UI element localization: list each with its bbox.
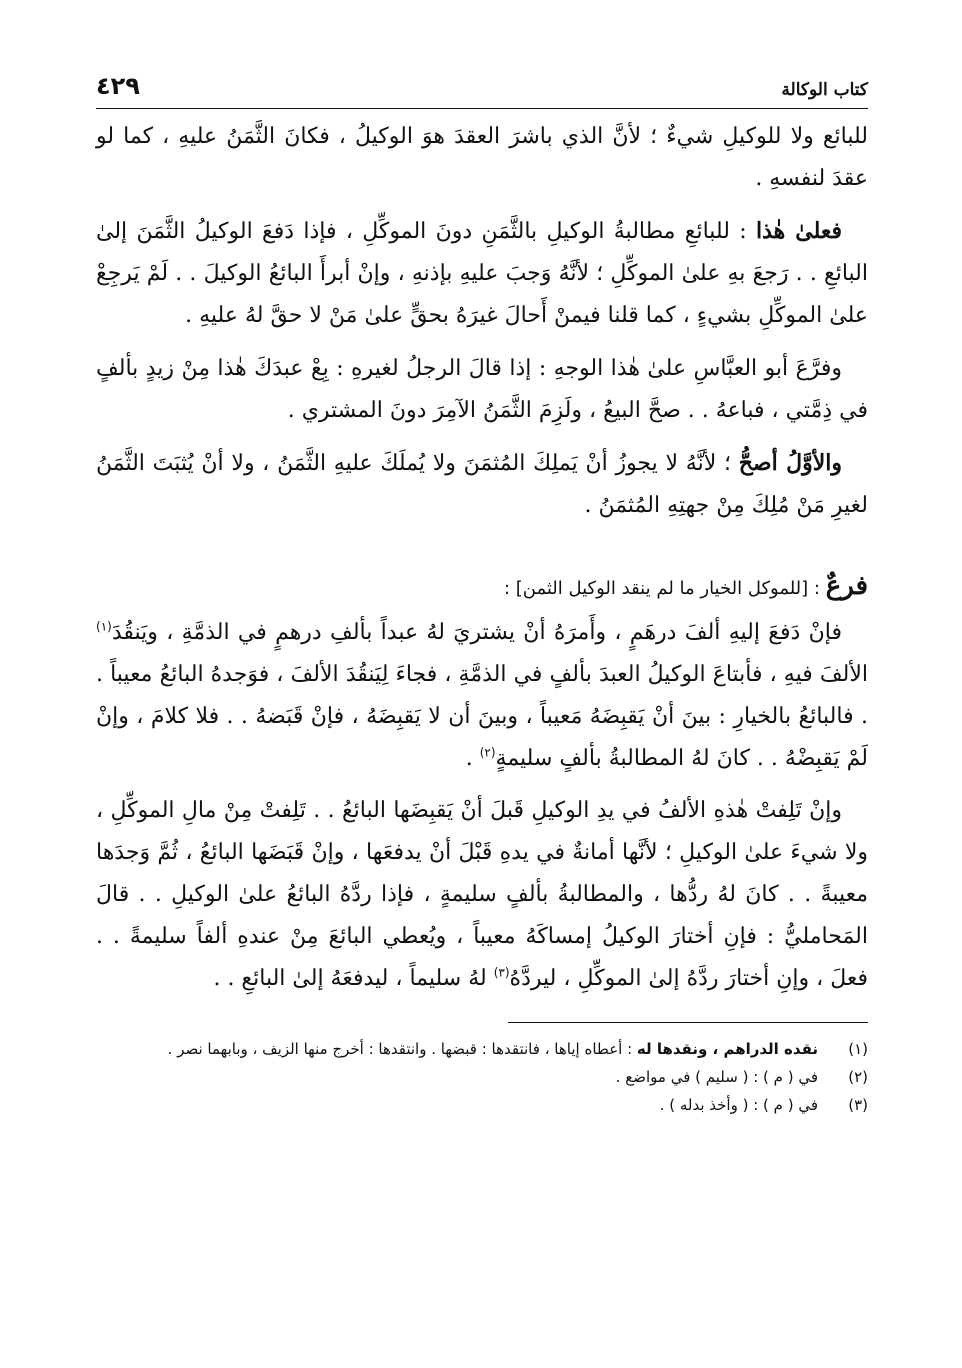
- paragraph-lead: والأوَّلُ أصحُّ: [738, 450, 842, 476]
- footnote-body: في ( م ) : ( وأخذ بدله ) .: [659, 1096, 818, 1114]
- footnote-item: [96, 1035, 868, 1063]
- paragraph: [96, 790, 868, 1000]
- footnote-body: في ( م ) : ( سليم ) في مواضع .: [615, 1068, 818, 1086]
- footnote-body: : أعطاه إياها ، فانتقدها : قبضها . وانتقدها : أخرج منها الزيف ، وبابهما نصر .: [167, 1040, 637, 1058]
- section-heading-text: : [للموكل الخيار ما لم ينقد الوكيل الثمن] :: [503, 578, 826, 599]
- paragraph-lead: فعلىٰ هٰذا: [756, 218, 843, 244]
- section-gap: [96, 537, 868, 565]
- paragraph-text: ؛ لأنَّهُ لا يجوزُ أنْ يَملِكَ المُثمَنَ ولا يُملَكَ عليهِ الثَّمَنُ ، ولا أنْ يُثبَتَ الثَّمَنُ لغيرِ مَنْ مُلِكَ مِنْ جهتِهِ المُثمَنُ .: [96, 451, 868, 518]
- paragraph-text: لهُ سليماً ، ليدفعَهُ إلىٰ البائعِ . .: [213, 966, 494, 991]
- book-title: كتاب الوكالة: [781, 80, 868, 100]
- paragraph-text: وإنْ تَلِفتْ هٰذهِ الألفُ في يدِ الوكيلِ قَبلَ أنْ يَقبِضَها البائعُ . . تَلِفتْ مِنْ مالِ الموكِّلِ ، ولا شيءَ علىٰ الوكيلِ ؛ لأنَّها أمانةٌ في يدهِ قَبْلَ أنْ يدفعَها ، وإنْ قَبَضَها البائعُ ، ثُمَّ وَجدَها معيبةً . . كانَ لهُ ردُّها ، والمطالبةُ بألفٍ سليمةٍ ، فإذا ردَّهُ البائعُ علىٰ الوكيلِ . . قالَ المَحامليُّ : فإنِ أختارَ الوكيلُ إمساكَهُ معيباً ، ويُعطي البائعَ مِنْ عندهِ ألفاً سليمةً . . فعلَ ، وإنِ أختارَ ردَّهُ إلىٰ الموكِّلِ ، ليردَّهُ: [96, 798, 868, 991]
- paragraph: [96, 612, 868, 780]
- running-head: [96, 70, 868, 109]
- footnote-text: [96, 1063, 818, 1091]
- paragraph: [96, 442, 868, 527]
- footnote-divider: [508, 1022, 868, 1023]
- paragraph-text: وفرَّعَ أبو العبَّاسِ علىٰ هٰذا الوجهِ : إذا قالَ الرجلُ لغيرهِ : بِعْ عبدَكَ هٰذا مِنْ زيدٍ بألفٍ في ذِمَّتي ، فباعهُ . . صحَّ البيعُ ، ولَزِمَ الثَّمَنُ الآمِرَ دونَ المشتري .: [96, 356, 868, 423]
- footnotes: [96, 1035, 868, 1119]
- main-text: [96, 115, 868, 1000]
- footnote-text: [96, 1091, 818, 1119]
- footnote-keyword: نقده الدراهم ، ونقدها له: [636, 1040, 818, 1058]
- document-page: [96, 70, 868, 1119]
- footnote-number: (٢): [848, 1068, 868, 1086]
- footnote-item: [96, 1063, 868, 1091]
- footnote-marker[interactable]: (٢): [479, 745, 496, 760]
- paragraph-text: .: [465, 746, 480, 771]
- paragraph: [96, 115, 868, 200]
- footnote-number: (٣): [848, 1096, 868, 1114]
- paragraph: [96, 210, 868, 337]
- footnote-item: [96, 1091, 868, 1119]
- paragraph: [96, 347, 868, 432]
- footnote-marker[interactable]: (١): [96, 619, 112, 634]
- footnote-number: (١): [848, 1040, 868, 1058]
- section-heading-word: فرعٌ: [825, 571, 868, 601]
- page-number: ٤٢٩: [96, 72, 140, 100]
- paragraph-text: للبائع ولا للوكيلِ شيءٌ ؛ لأنَّ الذي باشرَ العقدَ هوَ الوكيلُ ، فكانَ الثَّمَنُ عليهِ ، كما لو عقدَ لنفسهِ .: [96, 124, 868, 191]
- paragraph-text: الألفَ فيهِ ، فأبتاعَ الوكيلُ العبدَ بألفٍ في الذمَّةِ ، فجاءَ لِيَنقُدَ الألفَ ، فوَجدهُ البائعُ معيباً . . فالبائعُ بالخيارِ : بينَ أنْ يَقبِضَهُ مَعيباً ، وبينَ أن لا يَقبِضَهُ ، فإنْ قَبَضهُ . . فلا كلامَ ، وإنْ لَمْ يَقبِضْهُ . . كانَ لهُ المطالبةُ بألفٍ سليمةٍ: [96, 662, 868, 771]
- paragraph-text: : للبائعِ مطالبةُ الوكيلِ بالثَّمَنِ دونَ الموكِّلِ ، فإذا دَفعَ الوكيلُ الثَّمَنَ إلىٰ البائعِ . . رَجعَ بهِ علىٰ الموكِّلِ ؛ لأنَّهُ وَجبَ عليهِ بإذنهِ ، وإنْ أبرأَ البائعُ الوكيلَ . . لَمْ يَرجِعْ علىٰ الموكِّلِ بشيءٍ ، كما قلنا فيمنْ أَحالَ غيرَهُ بحقٍّ علىٰ مَنْ لا حقَّ لهُ عليهِ .: [96, 219, 868, 328]
- footnote-marker[interactable]: (٣): [493, 965, 510, 980]
- footnote-text: [96, 1035, 818, 1063]
- section-heading: [96, 565, 868, 610]
- paragraph-text: فإنْ دَفعَ إليهِ ألفَ درهَمٍ ، وأَمرَهُ أنْ يشتريَ لهُ عبداً بألفِ درهمٍ في الذمَّةِ ، ويَنقُدَ: [111, 620, 842, 645]
